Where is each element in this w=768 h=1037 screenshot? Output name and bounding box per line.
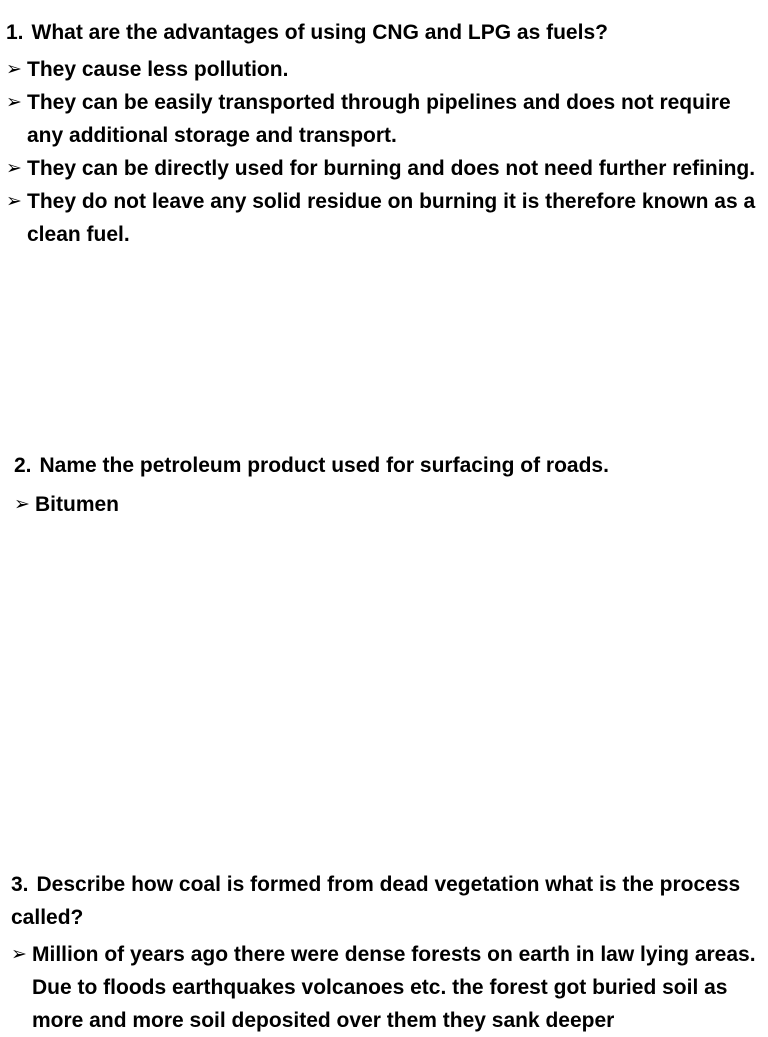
- answer-item: [14, 488, 768, 521]
- arrow-bullet-icon: ➢: [11, 943, 27, 965]
- answer-text: They can be directly used for burning and does not need further refining.: [27, 157, 756, 180]
- answer-text: They cause less pollution.: [27, 58, 289, 81]
- answer-item: [6, 185, 768, 251]
- question-3-text: Describe how coal is formed from dead vegetation what is the process called?: [11, 873, 741, 929]
- arrow-bullet-icon: ➢: [6, 157, 22, 179]
- answer-text: Million of years ago there were dense forests on earth in law lying areas. Due to floods earthquakes volcanoes etc. the forest got buried soil as more and more soil deposited over them they sank deeper: [32, 943, 756, 1032]
- question-3-block: [11, 868, 768, 1037]
- question-2-text: Name the petroleum product used for surfacing of roads.: [39, 454, 609, 477]
- question-3-answers: [11, 938, 768, 1037]
- answer-item: [11, 938, 768, 1037]
- question-1-title: [6, 16, 768, 49]
- answer-text: They can be easily transported through pipelines and does not require any additional storage and transport.: [27, 91, 731, 147]
- arrow-bullet-icon: ➢: [14, 493, 30, 515]
- question-2-answers: [14, 488, 768, 521]
- question-2-title: [14, 449, 768, 482]
- question-1-answers: [6, 53, 768, 251]
- answer-text: They do not leave any solid residue on burning it is therefore known as a clean fuel.: [27, 190, 756, 246]
- question-3-title: [11, 868, 751, 934]
- question-1-text: What are the advantages of using CNG and LPG as fuels?: [31, 21, 608, 44]
- answer-item: [6, 86, 768, 152]
- question-3-number: 3.: [11, 873, 29, 896]
- answer-item: [6, 53, 768, 86]
- arrow-bullet-icon: ➢: [6, 58, 22, 80]
- question-1-block: [6, 16, 768, 251]
- arrow-bullet-icon: ➢: [6, 91, 22, 113]
- arrow-bullet-icon: ➢: [6, 190, 22, 212]
- answer-text: Bitumen: [35, 493, 119, 516]
- question-2-number: 2.: [14, 454, 32, 477]
- question-1-number: 1.: [6, 21, 24, 44]
- question-2-block: [14, 449, 768, 521]
- answer-item: [6, 152, 768, 185]
